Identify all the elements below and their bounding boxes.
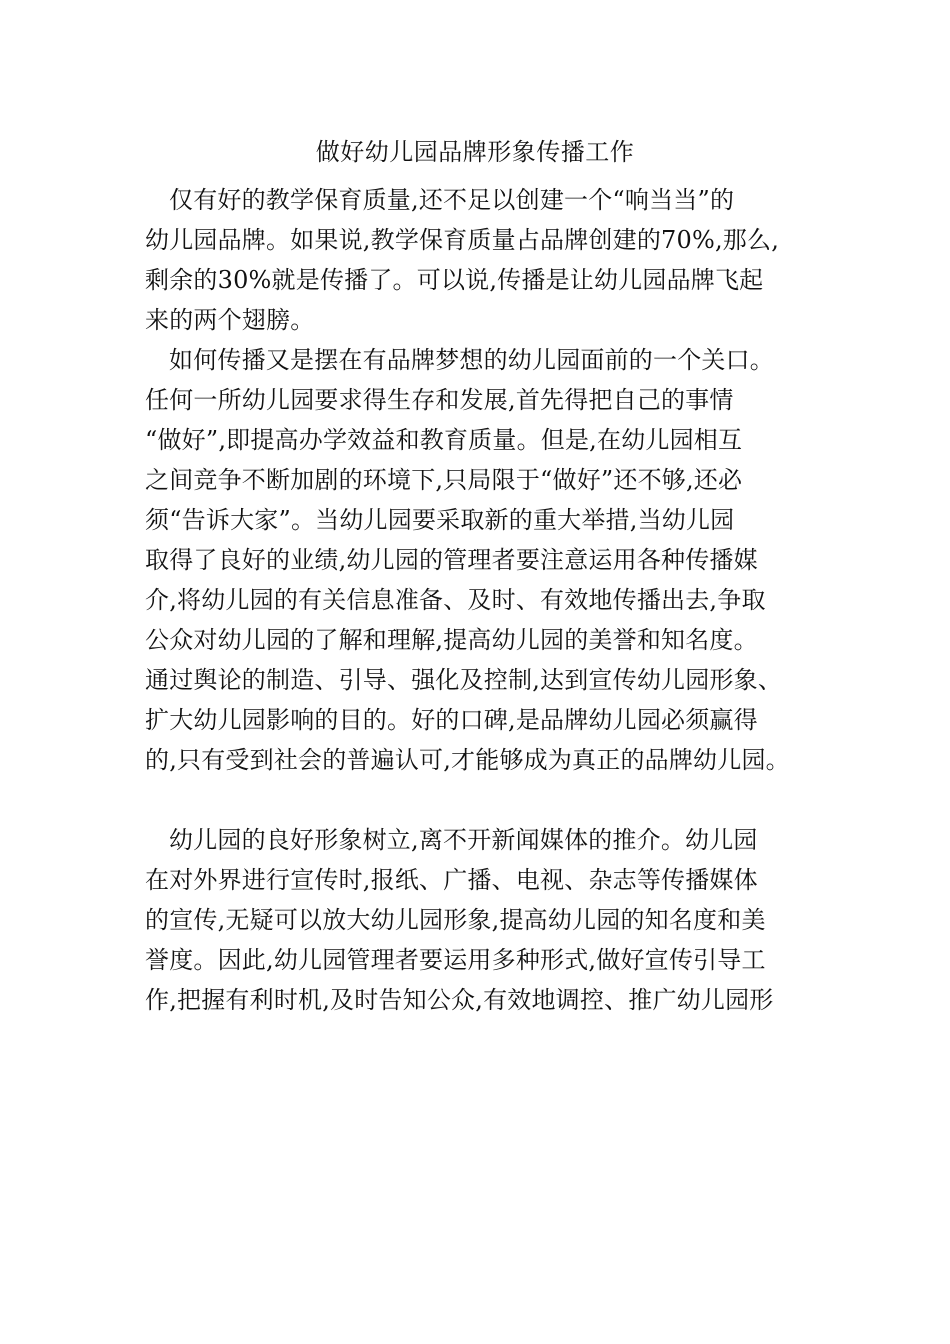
paragraph-2-line-9: 通过舆论的制造、引导、强化及控制,达到宣传幼儿园形象、	[145, 666, 783, 694]
paragraph-3-line-1: 幼儿园的良好形象树立,离不开新闻媒体的推介。幼儿园	[169, 826, 758, 854]
paragraph-2-line-6: 取得了良好的业绩,幼儿园的管理者要注意运用各种传播媒	[145, 546, 758, 574]
paragraph-1-line-2: 幼儿园品牌。如果说,教学保育质量占品牌创建的70%,那么,	[145, 226, 780, 254]
paragraph-1	[145, 180, 815, 340]
paragraph-2-line-11: 的,只有受到社会的普遍认可,才能够成为真正的品牌幼儿园。	[145, 746, 790, 774]
paragraph-3-line-3: 的宣传,无疑可以放大幼儿园形象,提高幼儿园的知名度和美	[145, 906, 766, 934]
paragraph-2-line-8: 公众对幼儿园的了解和理解,提高幼儿园的美誉和知名度。	[145, 626, 758, 654]
document-title: 做好幼儿园品牌形象传播工作	[315, 138, 635, 166]
document-body	[145, 180, 815, 1020]
paragraph-2-line-4: 之间竞争不断加剧的环境下,只局限于“做好”还不够,还必	[145, 466, 743, 494]
paragraph-1-line-3: 剩余的30%就是传播了。可以说,传播是让幼儿园品牌飞起	[145, 266, 764, 294]
paragraph-2-line-10: 扩大幼儿园影响的目的。好的口碑,是品牌幼儿园必须赢得	[145, 706, 758, 734]
paragraph-1-line-4: 来的两个翅膀。	[145, 306, 315, 334]
paragraph-3-line-2: 在对外界进行宣传时,报纸、广播、电视、杂志等传播媒体	[145, 866, 758, 894]
paragraph-2	[145, 340, 815, 780]
paragraph-2-line-5: 须“告诉大家”。当幼儿园要采取新的重大举措,当幼儿园	[145, 506, 735, 534]
paragraph-spacer	[145, 780, 815, 820]
paragraph-2-line-3: “做好”,即提高办学效益和教育质量。但是,在幼儿园相互	[145, 426, 743, 454]
paragraph-2-line-1: 如何传播又是摆在有品牌梦想的幼儿园面前的一个关口。	[169, 346, 774, 374]
paragraph-3-line-4: 誉度。因此,幼儿园管理者要运用多种形式,做好宣传引导工	[145, 946, 766, 974]
paragraph-2-line-7: 介,将幼儿园的有关信息准备、及时、有效地传播出去,争取	[145, 586, 766, 614]
paragraph-2-line-2: 任何一所幼儿园要求得生存和发展,首先得把自己的事情	[145, 386, 734, 414]
paragraph-1-line-1: 仅有好的教学保育质量,还不足以创建一个“响当当”的	[169, 186, 735, 214]
paragraph-3	[145, 820, 815, 1020]
paragraph-3-line-5: 作,把握有利时机,及时告知公众,有效地调控、推广幼儿园形	[145, 986, 774, 1014]
